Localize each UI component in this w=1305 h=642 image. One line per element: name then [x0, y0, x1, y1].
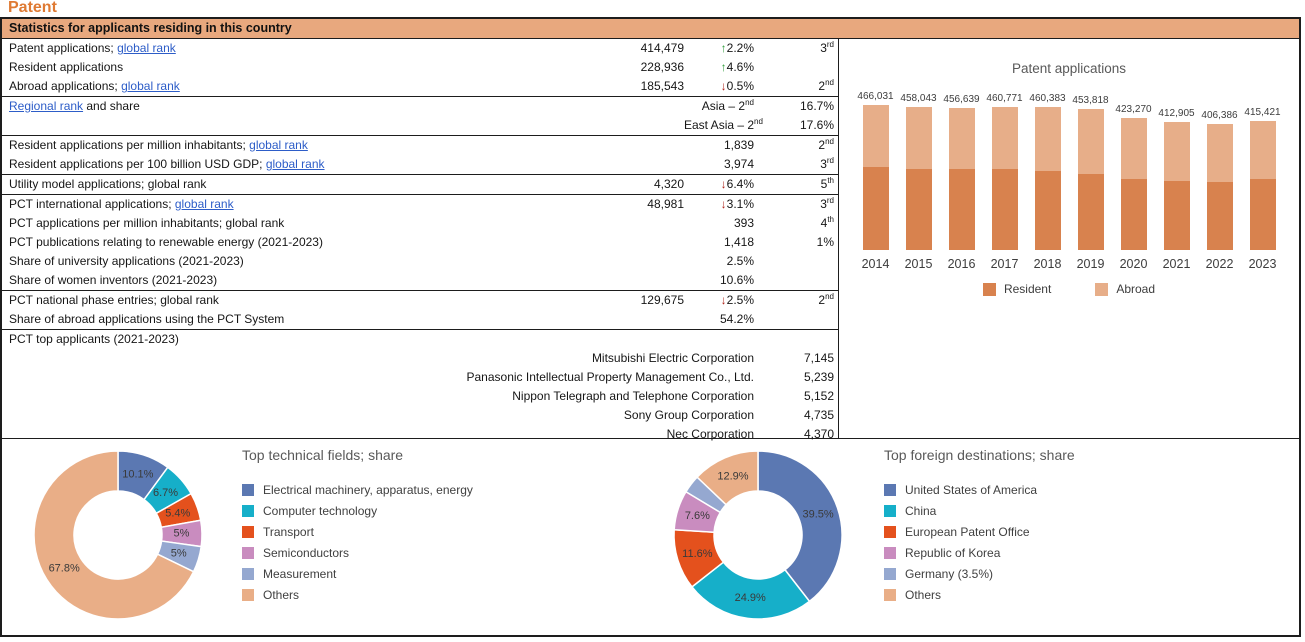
slice-percent-label: 12.9% [717, 470, 749, 483]
rank-link[interactable]: global rank [121, 79, 180, 93]
legend-label: China [905, 503, 937, 518]
bar-legend-item [1095, 282, 1155, 296]
row-label [2, 175, 454, 195]
row-label [2, 116, 454, 136]
value-cell [454, 233, 684, 252]
legend-swatch [242, 589, 254, 601]
donut-legend-item [884, 584, 1037, 605]
value-cell [454, 97, 684, 117]
foreign-destinations-donut-chart [668, 445, 848, 625]
row-label [2, 136, 454, 156]
rank-cell: 3rd [754, 155, 838, 175]
down-arrow-icon: ↓ [720, 177, 727, 191]
slice-percent-label: 39.5% [802, 508, 834, 521]
cell-text: 2.5% [726, 293, 754, 307]
rank-text: 5 [820, 177, 828, 191]
bar-abroad-segment [1207, 124, 1233, 182]
top-applicants-label: PCT top applicants (2021-2023) [9, 332, 179, 346]
applicant-name: Mitsubishi Electric Corporation [591, 351, 754, 365]
table-row [2, 214, 838, 233]
cell-text: 2.5% [726, 254, 754, 268]
applicant-name: Panasonic Intellectual Property Management Co., Ltd. [466, 370, 754, 384]
rank-cell [754, 271, 838, 291]
value-cell [454, 155, 684, 175]
legend-swatch [884, 526, 896, 538]
row-label [2, 39, 454, 58]
donut-legend-item [242, 563, 473, 584]
label-text: PCT publications relating to renewable energy (2021-2023) [9, 235, 323, 249]
bar-year-label: 2021 [1162, 257, 1191, 271]
bar-abroad-segment [992, 107, 1018, 169]
bar-value-label: 415,421 [1244, 107, 1281, 118]
change-cell [684, 310, 754, 330]
bar-2020 [1121, 118, 1147, 250]
label-text: Resident applications [9, 60, 124, 74]
cell-text: 0.5% [726, 79, 754, 93]
change-cell [684, 175, 754, 195]
bar-column [983, 84, 1026, 272]
table-row [2, 116, 838, 136]
bar-resident-segment [906, 169, 932, 250]
rank-text: 16.7% [799, 99, 834, 113]
legend-swatch [983, 283, 996, 296]
legend-label: Resident [1003, 282, 1052, 296]
bar-year-label: 2016 [947, 257, 976, 271]
bar-resident-segment [1035, 171, 1061, 250]
bar-column [1069, 84, 1112, 272]
change-cell [684, 291, 754, 311]
slice-percent-label: 5.4% [165, 507, 191, 520]
legend-swatch [242, 484, 254, 496]
label-text: Abroad applications; [9, 79, 122, 93]
applicant-count: 4,370 [803, 427, 834, 441]
rank-text: 3 [820, 197, 827, 211]
donut-legend-item [884, 563, 1037, 584]
bar-column [1241, 84, 1284, 272]
applicant-name: Sony Group Corporation [623, 408, 754, 422]
label-text: Share of abroad applications using the PCT System [9, 312, 285, 326]
change-cell [684, 136, 754, 156]
slice-percent-label: 7.6% [684, 510, 710, 523]
bar-abroad-segment [949, 108, 975, 169]
bar-resident-segment [1121, 179, 1147, 250]
bar-abroad-segment [1078, 109, 1104, 174]
bar-value-label: 406,386 [1201, 110, 1238, 121]
rank-cell: 3rd [820, 40, 834, 55]
bar-abroad-segment [1035, 107, 1061, 171]
table-row [2, 233, 838, 252]
legend-label: Abroad [1116, 282, 1156, 296]
bar-2018 [1035, 107, 1061, 250]
cell-text: 3.1% [726, 197, 754, 211]
legend-label: Germany (3.5%) [905, 566, 994, 581]
bar-year-label: 2023 [1248, 257, 1277, 271]
rank-cell [754, 310, 838, 330]
bar-abroad-segment [1164, 122, 1190, 181]
slice-percent-label: 11.6% [682, 547, 713, 560]
stats-table [2, 39, 838, 444]
down-arrow-icon: ↓ [720, 197, 727, 211]
bar-value-label: 458,043 [900, 93, 937, 104]
donut-legend-item [884, 521, 1037, 542]
row-label [2, 252, 454, 271]
row-label [2, 58, 454, 77]
rank-cell [754, 252, 838, 271]
stats-and-barchart-row [2, 39, 1299, 439]
label-text: PCT applications per million inhabitants; global rank [9, 216, 285, 230]
donut-legend-item [242, 479, 473, 500]
legend-label: Transport [263, 524, 314, 539]
bar-column [1026, 84, 1069, 272]
legend-label: Others [905, 587, 942, 602]
rank-link[interactable]: global rank [265, 157, 325, 171]
legend-swatch [884, 505, 896, 517]
legend-label: Electrical machinery, apparatus, energy [263, 482, 473, 497]
legend-swatch [1095, 283, 1108, 296]
cell-text: 2.2% [726, 41, 754, 55]
donut-legend-item [242, 521, 473, 542]
bar-year-label: 2020 [1119, 257, 1148, 271]
applicant-name: Nippon Telegraph and Telephone Corporation [512, 389, 754, 403]
label-text: Resident applications per million inhabitants; [9, 138, 250, 152]
rank-link[interactable]: Regional rank [9, 99, 84, 113]
table-row [2, 77, 838, 97]
page-title: Patent [8, 0, 57, 16]
rank-link[interactable]: global rank [174, 197, 234, 211]
cell-text: 54.2% [719, 312, 754, 326]
rank-text: 3 [820, 41, 827, 55]
change-cell: Asia – 2nd [701, 98, 754, 113]
value-cell: 228,936 [640, 60, 684, 74]
applicant-count: 7,145 [803, 351, 834, 365]
bar-value-label: 412,905 [1158, 108, 1195, 119]
change-cell: East Asia – 2nd [684, 116, 754, 136]
label-text: Resident applications per 100 billion USD GDP; [9, 157, 266, 171]
top-applicant-row [2, 349, 838, 368]
technical-fields-legend [242, 479, 473, 605]
slice-percent-label: 67.8% [48, 562, 80, 575]
bar-value-label: 460,771 [986, 93, 1023, 104]
bar-chart-title: Patent applications [1011, 61, 1127, 76]
rank-cell [754, 116, 838, 136]
rank-text: 2 [818, 138, 826, 152]
bar-chart [839, 84, 1299, 272]
applicant-count: 5,152 [803, 389, 834, 403]
down-arrow-icon: ↓ [720, 293, 727, 307]
row-label [2, 214, 454, 233]
bar-year-label: 2014 [861, 257, 890, 271]
rank-cell [754, 97, 838, 117]
row-label [2, 233, 454, 252]
legend-swatch [884, 568, 896, 580]
rank-text: 3 [820, 157, 827, 171]
bar-2019 [1078, 109, 1104, 250]
up-arrow-icon: ↑ [720, 60, 727, 74]
table-row [2, 252, 838, 271]
bar-2015 [906, 107, 932, 250]
rank-link[interactable]: global rank [249, 138, 308, 152]
legend-label: United States of America [905, 482, 1038, 497]
label-text: Utility model applications; global rank [9, 177, 207, 191]
legend-swatch [242, 568, 254, 580]
top-applicants-header-row [2, 330, 838, 350]
value-cell [454, 136, 684, 156]
value-cell: 414,479 [640, 41, 684, 55]
bar-resident-segment [1250, 179, 1276, 250]
bar-resident-segment [949, 169, 975, 250]
legend-swatch [242, 526, 254, 538]
legend-swatch [242, 547, 254, 559]
applicant-name: Nec Corporation [666, 427, 754, 441]
slice-percent-label: 5% [173, 527, 190, 540]
cell-text: 393 [733, 216, 754, 230]
bar-value-label: 466,031 [857, 91, 894, 102]
change-cell [684, 39, 754, 58]
cell-text: 6.4% [726, 177, 754, 191]
rank-cell [754, 233, 838, 252]
rank-text: 2 [818, 293, 826, 307]
change-cell [684, 214, 754, 233]
bar-column [1198, 84, 1241, 272]
table-header-strip: Statistics for applicants residing in this country [2, 19, 1299, 39]
donut-legend-item [242, 584, 473, 605]
legend-label: Others [263, 587, 300, 602]
down-arrow-icon: ↓ [720, 79, 727, 93]
top-applicant-row [2, 387, 838, 406]
table-row [2, 136, 838, 156]
bar-column [854, 84, 897, 272]
legend-label: Semiconductors [263, 545, 350, 560]
cell-text: 1,418 [723, 235, 754, 249]
slice-percent-label: 10.1% [122, 468, 154, 481]
table-row [2, 39, 838, 58]
donut-legend-item [884, 500, 1037, 521]
bar-abroad-segment [863, 105, 889, 167]
bar-chart-panel [839, 39, 1299, 438]
rank-cell: 3rd [820, 196, 834, 211]
top-applicant-row [2, 368, 838, 387]
donut-legend-item [242, 542, 473, 563]
legend-swatch [884, 484, 896, 496]
bar-value-label: 456,639 [943, 94, 980, 105]
bar-resident-segment [1207, 182, 1233, 250]
bar-year-label: 2019 [1076, 257, 1105, 271]
stats-table-wrap [2, 39, 839, 441]
bar-legend-item [983, 282, 1051, 296]
row-label [2, 97, 454, 117]
change-cell [684, 271, 754, 291]
label-text: Patent applications; [9, 41, 118, 55]
foreign-destinations-legend [884, 479, 1037, 605]
bar-column [897, 84, 940, 272]
table-row [2, 271, 838, 291]
bar-year-label: 2022 [1205, 257, 1234, 271]
bar-2022 [1207, 124, 1233, 250]
table-row [2, 291, 838, 311]
rank-text: 17.6% [799, 118, 834, 132]
bar-value-label: 423,270 [1115, 104, 1152, 115]
value-cell: 48,981 [647, 197, 684, 211]
table-row [2, 195, 838, 215]
row-label [2, 271, 454, 291]
foreign-destinations-title: Top foreign destinations; share [884, 447, 1075, 463]
technical-fields-title: Top technical fields; share [242, 447, 404, 463]
bar-2023 [1250, 121, 1276, 250]
change-cell [684, 195, 754, 215]
rank-text: 2 [818, 79, 826, 93]
rank-cell: 4th [820, 215, 834, 230]
row-label [2, 195, 454, 215]
bar-2021 [1164, 122, 1190, 250]
bar-year-label: 2017 [990, 257, 1019, 271]
slice-percent-label: 5% [170, 547, 187, 560]
value-cell [454, 271, 684, 291]
donut-charts-row [2, 439, 1299, 632]
bar-year-label: 2015 [904, 257, 933, 271]
up-arrow-icon: ↑ [720, 41, 727, 55]
value-cell: 185,543 [454, 77, 684, 97]
table-row [2, 175, 838, 195]
rank-cell [754, 58, 838, 77]
legend-swatch [242, 505, 254, 517]
bar-resident-segment [1164, 181, 1190, 250]
legend-label: Republic of Korea [905, 545, 1001, 560]
bar-resident-segment [992, 169, 1018, 250]
donut-legend-item [242, 500, 473, 521]
label-text: PCT international applications; [9, 197, 175, 211]
bar-value-label: 453,818 [1072, 95, 1109, 106]
bar-column [1112, 84, 1155, 272]
row-label [2, 310, 454, 330]
bar-year-label: 2018 [1033, 257, 1062, 271]
bar-column [1155, 84, 1198, 272]
table-row [2, 155, 838, 175]
rank-text: 4 [820, 216, 828, 230]
table-row [2, 58, 838, 77]
slice-percent-label: 24.9% [734, 591, 766, 604]
label-text: PCT national phase entries; global rank [9, 293, 219, 307]
bar-resident-segment [1078, 174, 1104, 250]
legend-swatch [884, 547, 896, 559]
change-cell [684, 77, 754, 97]
label-text: and share [83, 99, 140, 113]
legend-label: European Patent Office [905, 524, 1030, 539]
legend-label: Computer technology [263, 503, 378, 518]
bar-2014 [863, 105, 889, 250]
legend-swatch [884, 589, 896, 601]
bar-column [940, 84, 983, 272]
applicant-count: 5,239 [803, 370, 834, 384]
rank-text: 1% [816, 235, 834, 249]
bar-2016 [949, 108, 975, 250]
cell-text: Asia – 2 [701, 99, 746, 113]
row-label [2, 155, 454, 175]
value-cell [454, 214, 684, 233]
rank-link[interactable]: global rank [117, 41, 176, 55]
bar-abroad-segment [1121, 118, 1147, 179]
bar-2017 [992, 107, 1018, 250]
value-cell [454, 116, 684, 136]
rank-cell: 5th [754, 175, 838, 195]
row-label [2, 77, 454, 97]
table-row [2, 310, 838, 330]
bar-chart-legend [839, 282, 1299, 296]
value-cell [454, 252, 684, 271]
legend-label: Measurement [263, 566, 337, 581]
change-cell [684, 252, 754, 271]
value-cell: 129,675 [640, 293, 684, 307]
value-cell [454, 310, 684, 330]
change-cell [684, 155, 754, 175]
cell-text: East Asia – 2 [684, 118, 755, 132]
bar-resident-segment [863, 167, 889, 250]
top-applicant-row [2, 406, 838, 425]
slice-percent-label: 6.7% [152, 486, 179, 499]
rank-cell: 2nd [818, 137, 834, 152]
cell-text: 1,839 [723, 138, 754, 152]
bar-value-label: 460,383 [1029, 93, 1066, 104]
row-label [2, 291, 454, 311]
donut-legend-item [884, 542, 1037, 563]
cell-text: 4.6% [726, 60, 754, 74]
rank-cell: 2nd [754, 77, 838, 97]
value-cell: 4,320 [454, 175, 684, 195]
rank-cell: 2nd [818, 292, 834, 307]
table-row [2, 97, 838, 117]
applicant-count: 4,735 [803, 408, 834, 422]
country-profile-frame [0, 17, 1301, 637]
change-cell [684, 233, 754, 252]
cell-text: 3,974 [723, 157, 754, 171]
donut-legend-item [884, 479, 1037, 500]
technical-fields-donut-chart [28, 445, 208, 625]
label-text: Share of women inventors (2021-2023) [9, 273, 218, 287]
cell-text: 10.6% [719, 273, 754, 287]
bar-abroad-segment [906, 107, 932, 169]
label-text: Share of university applications (2021-2023) [9, 254, 244, 268]
change-cell [684, 58, 754, 77]
bar-abroad-segment [1250, 121, 1276, 179]
